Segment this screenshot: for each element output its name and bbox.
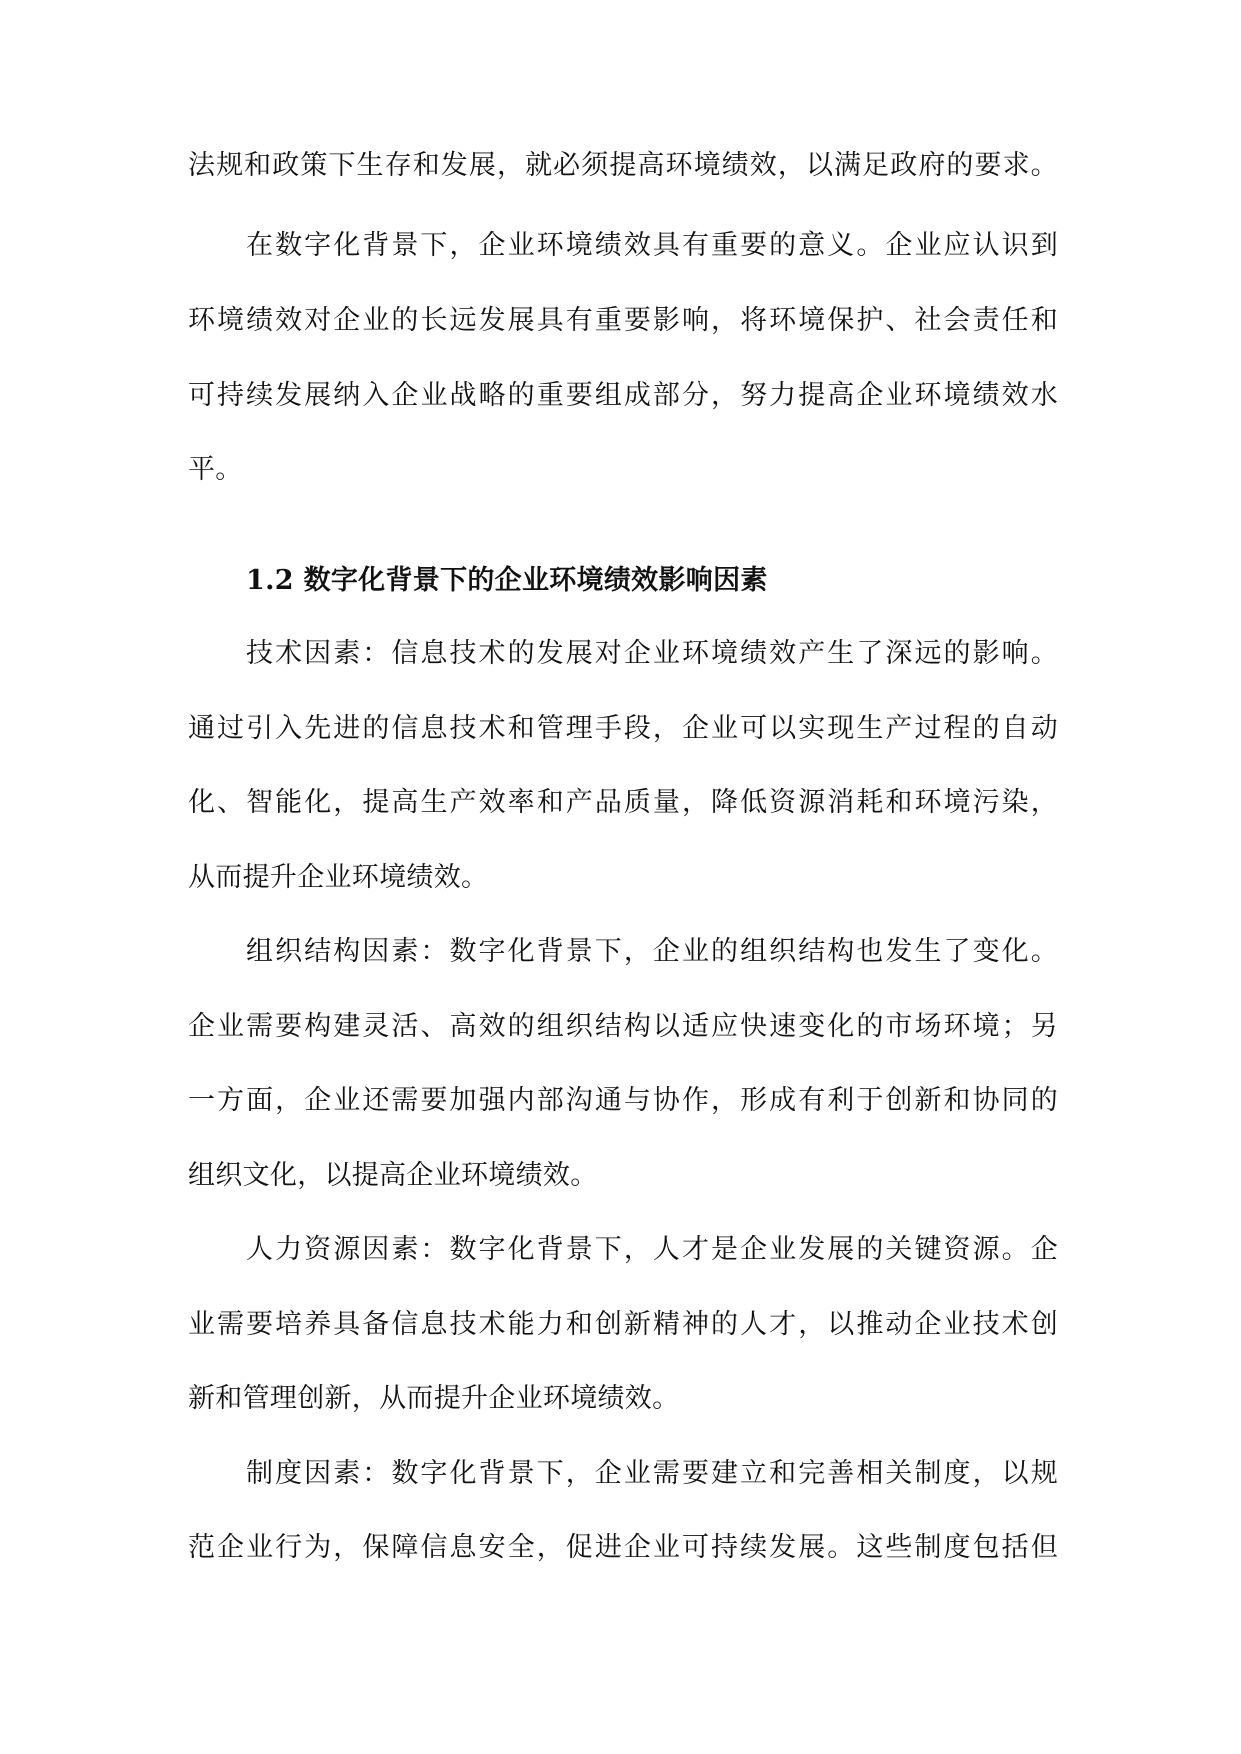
text-line: 从而提升企业环境绩效。: [188, 862, 489, 893]
text-line: 法规和政策下生存和发展，就必须提高环境绩效，以满足政府的要求。: [188, 150, 1058, 181]
text-line: 技术因素：信息技术的发展对企业环境绩效产生了深远的影响。: [246, 638, 1058, 669]
text-line: 环境绩效对企业的长远发展具有重要影响，将环境保护、社会责任和: [188, 305, 1058, 336]
text-line: 组织文化，以提高企业环境绩效。: [188, 1160, 598, 1191]
text-line: 可持续发展纳入企业战略的重要组成部分，努力提高企业环境绩效水: [188, 380, 1058, 411]
text-line: 组织结构因素：数字化背景下，企业的组织结构也发生了变化。: [246, 936, 1058, 967]
text-line: 化、智能化，提高生产效率和产品质量，降低资源消耗和环境污染，: [188, 787, 1058, 818]
text-line: 新和管理创新，从而提升企业环境绩效。: [188, 1383, 680, 1414]
text-line: 制度因素：数字化背景下，企业需要建立和完善相关制度，以规: [246, 1458, 1058, 1489]
text-line: 一方面，企业还需要加强内部沟通与协作，形成有利于创新和协同的: [188, 1085, 1058, 1116]
text-line: 业需要培养具备信息技术能力和创新精神的人才，以推动企业技术创: [188, 1309, 1058, 1340]
text-line: 范企业行为，保障信息安全，促进企业可持续发展。这些制度包括但: [188, 1532, 1058, 1563]
section-heading: 1.2 数字化背景下的企业环境绩效影响因素: [246, 565, 768, 596]
text-line: 企业需要构建灵活、高效的组织结构以适应快速变化的市场环境；另: [188, 1011, 1058, 1042]
text-line: 在数字化背景下，企业环境绩效具有重要的意义。企业应认识到: [246, 230, 1058, 261]
text-line: 通过引入先进的信息技术和管理手段，企业可以实现生产过程的自动: [188, 713, 1058, 744]
text-line: 人力资源因素：数字化背景下，人才是企业发展的关键资源。企: [246, 1234, 1058, 1265]
text-line: 平。: [188, 454, 243, 485]
